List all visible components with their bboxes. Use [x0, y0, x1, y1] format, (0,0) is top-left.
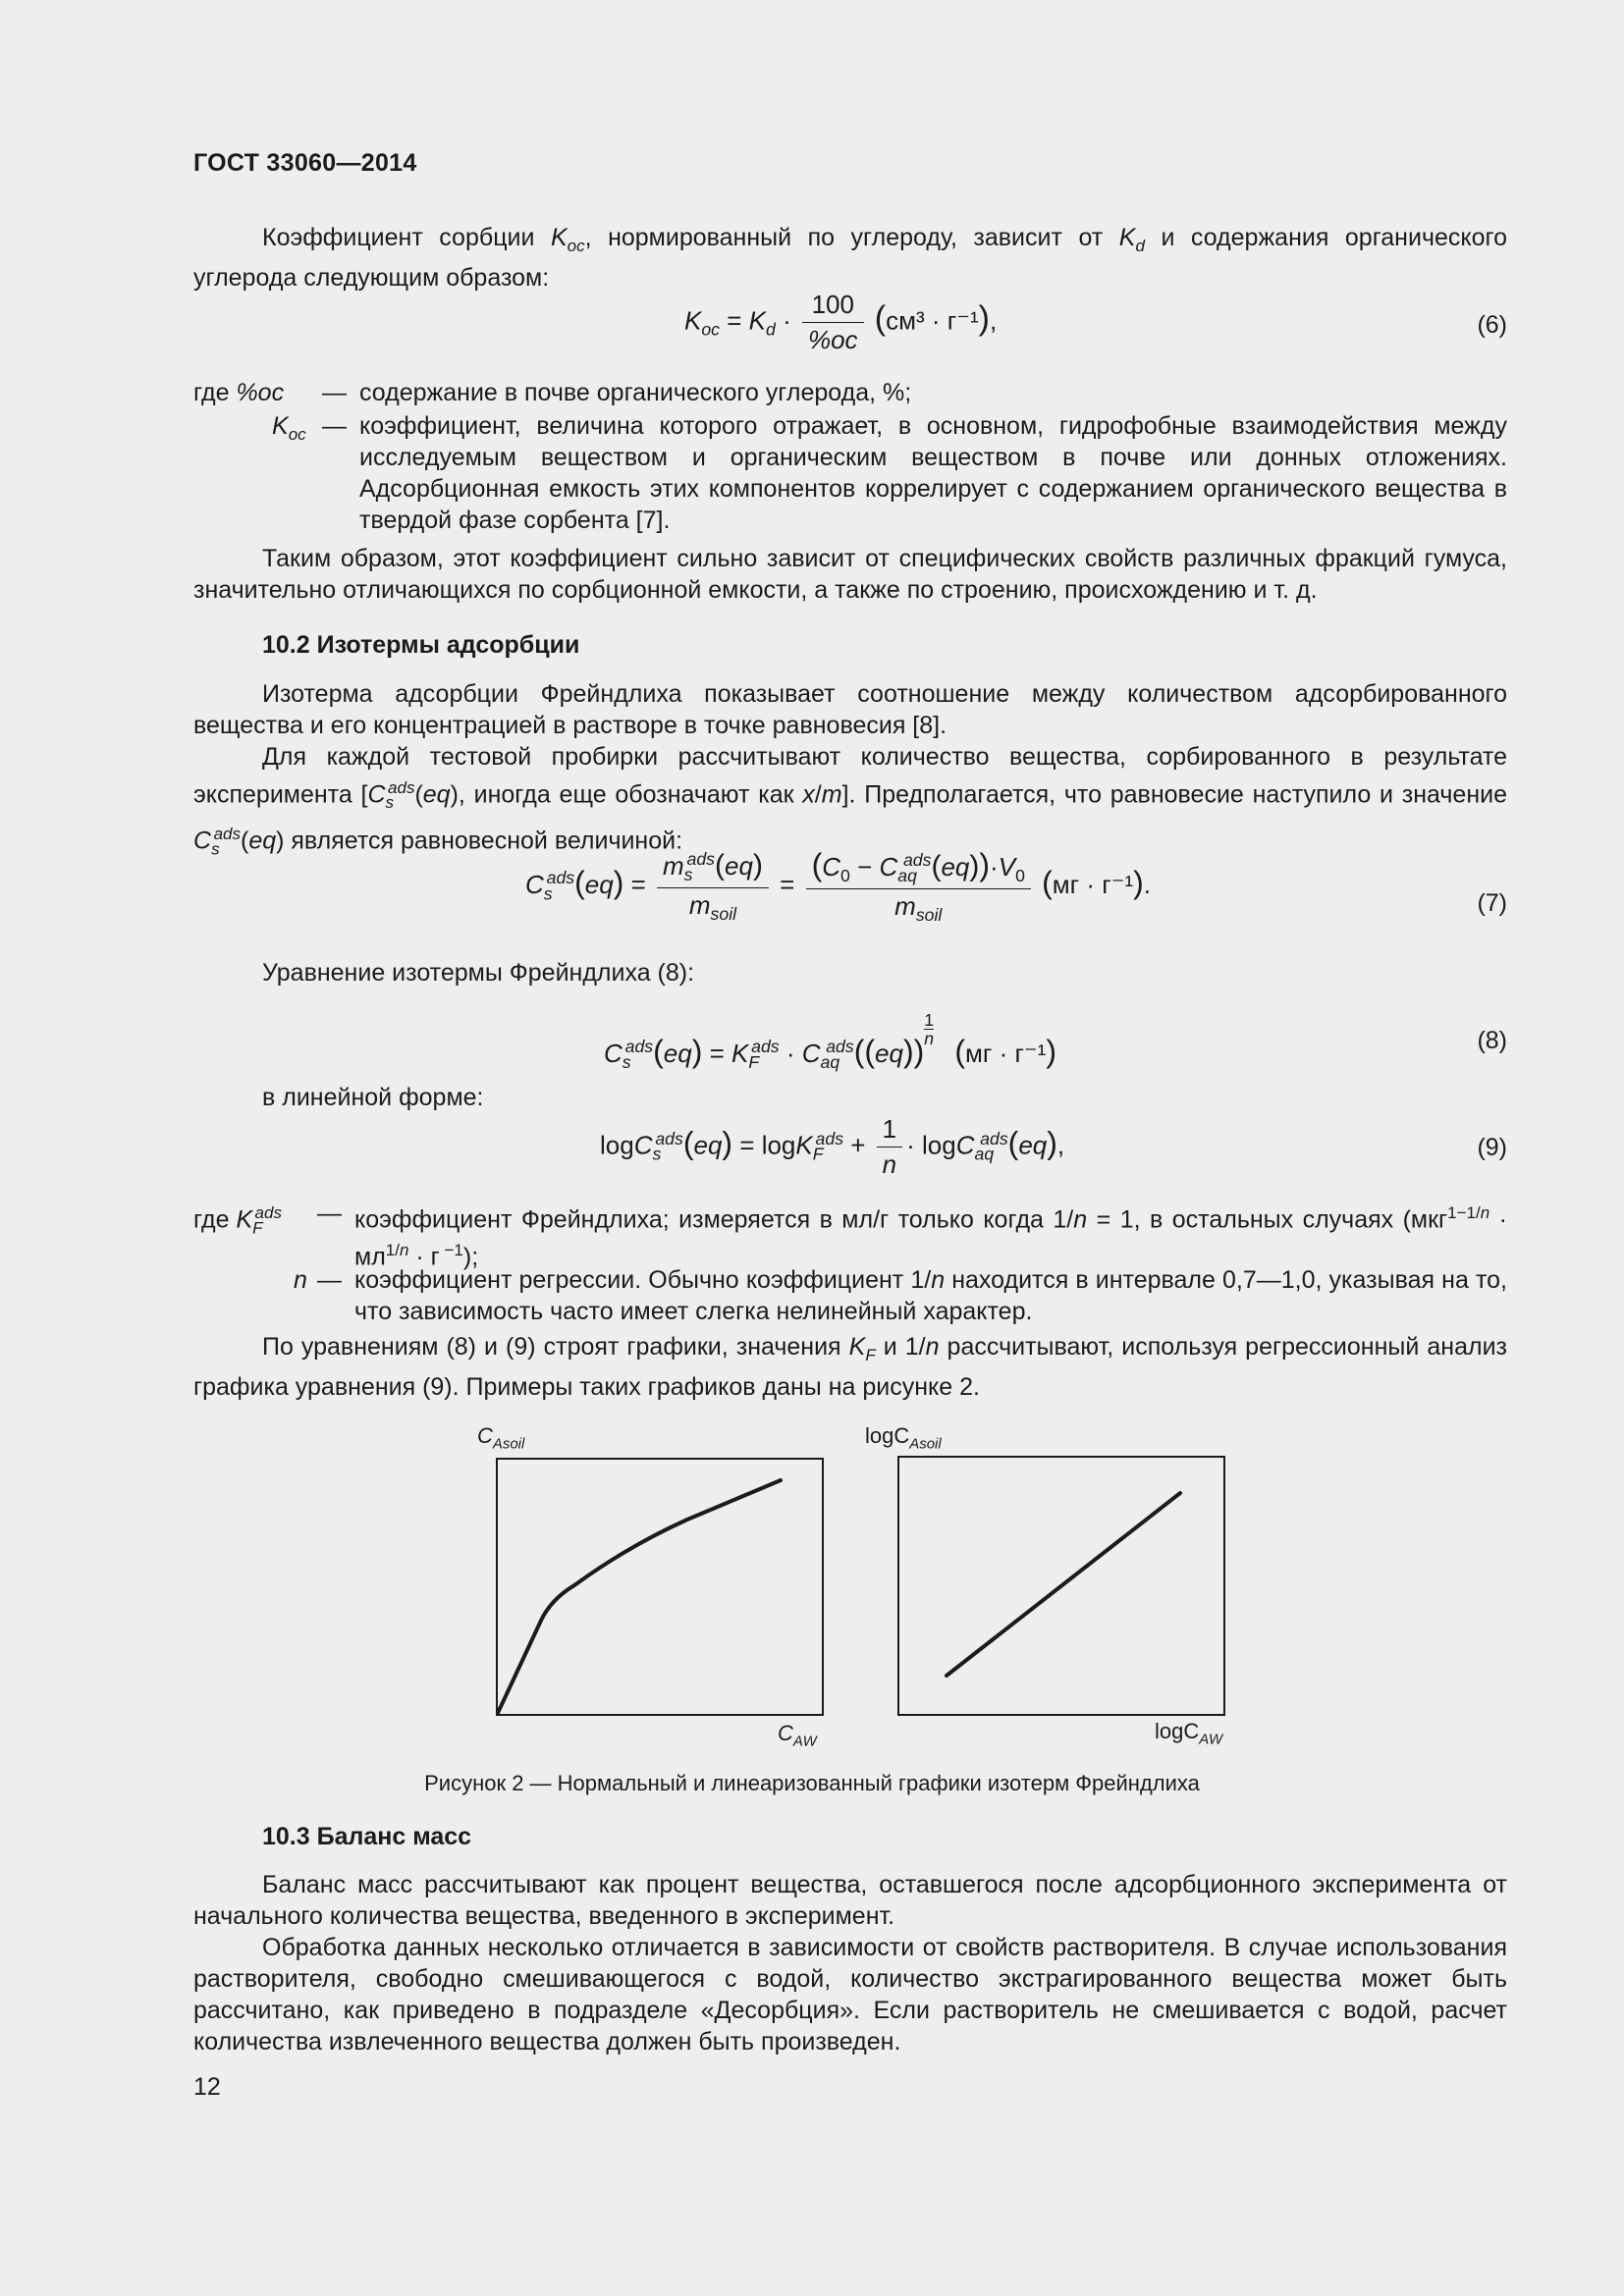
paragraph-equation-8-intro: Уравнение изотермы Фрейндлиха (8):: [262, 959, 695, 987]
equation-8-number: (8): [1477, 1027, 1507, 1054]
paragraph-solvent: Обработка данных несколько отличается в зависимости от свойств растворителя. В случае использования растворителя, свободно смешивающегося с водой, количество экстрагированного вещества может быть рассчитано, как приведено в подразделе «Десорбция». Если растворитель не смешивается с водой, расчет количества извлеченного вещества должен быть произведен.: [193, 1934, 1507, 2056]
right-plot-xlabel: logC$_{AW}$: [1155, 1719, 1223, 1748]
section-heading-10-3: 10.3 Баланс масс: [262, 1823, 472, 1850]
equation-6: $K_{oc} = K_d$ · $\frac{100}{\%oc}$ (см³ · г⁻¹),: [684, 290, 998, 354]
right-plot-ylabel: logC$_{Asoil}$: [865, 1423, 942, 1453]
paragraph-test-tube: Для каждой тестовой пробирки рассчитывают количество вещества, сорбированного в результате эксперимента [$C_s^{ads}(eq)$, иногда еще обозначают как x/m]. Предполагается, что равновесие наступило и значение $C_s^{ads}(eq)$ является равновесной величиной:: [193, 743, 1507, 859]
paragraph-freundlich-isotherm: Изотерма адсорбции Фрейндлиха показывает соотношение между количеством адсорбированного вещества и его концентрацией в растворе в точке равновесия [8].: [193, 680, 1507, 739]
left-plot-frame: [497, 1459, 823, 1715]
section-heading-10-2: 10.2 Изотермы адсорбции: [262, 631, 580, 659]
paragraph-sorption-coefficient: Коэффициент сорбции $K_{oc}$, нормированный по углероду, зависит от $K_d$ и содержания органического углерода следующим образом:: [193, 224, 1507, 292]
equation-9-number: (9): [1477, 1134, 1507, 1161]
equation-6-number: (6): [1477, 311, 1507, 339]
where-1-item-2: коэффициент, величина которого отражает, в основном, гидрофобные взаимодействия между исследуемым веществом и органическим веществом в почве или донных отложениях. Адсорбционная емкость этих компонентов коррелирует с содержанием органического вещества в твердой фазе сорбента [7].: [359, 412, 1507, 534]
left-plot-xlabel: $C_{AW}$: [778, 1721, 817, 1750]
where-list-1: где %oc — содержание в почве органического углерода, %; $K_{oc}$ — коэффициент, величина которого отражает, в основном, гидрофобные взаимодействия между исследуемым веществом и органическим веществом в почве или донных отложениях. Адсорбционная емкость этих компонентов коррелирует с содержанием органического вещества в твердой фазе сорбента [7].: [193, 379, 1507, 534]
where-2-item-1: коэффициент Фрейндлиха; измеряется в мл/г только когда 1/n = 1, в остальных случаях ($мкг^{1-1/n} \cdot мл^{1/n} \cdot г$ $^{-1}$);: [354, 1203, 1507, 1271]
page-number: 12: [193, 2073, 221, 2101]
equation-9: logC$_s^{ads}$(eq) = logK$_F^{ads}$ + $\frac{1}{n}$ · logC$_{aq}^{ads}$(eq),: [600, 1114, 1065, 1179]
where-list-2: где $K_F^{ads}$ — коэффициент Фрейндлиха; измеряется в мл/г только когда 1/n = 1, в остальных случаях ($мкг^{1-1/n} \cdot мл^{1/n} \cdot г$ $^{-1}$); n — коэффициент регрессии. Обычно коэффициент 1/n находится в интервале 0,7—1,0, указывая на то, что зависимость часто имеет слегка нелинейный характер.: [193, 1200, 1507, 1325]
right-plot-line: [947, 1493, 1180, 1676]
figure-2-caption: Рисунок 2 — Нормальный и линеаризованный графики изотерм Фрейндлиха: [424, 1771, 1200, 1795]
left-plot-ylabel: $C_{Asoil}$: [477, 1423, 525, 1453]
standard-header: ГОСТ 33060—2014: [193, 149, 417, 177]
paragraph-linear-form: в линейной форме:: [262, 1084, 484, 1111]
where-1-item-1: содержание в почве органического углерода, %;: [359, 379, 912, 406]
left-plot-curve: [498, 1480, 781, 1713]
paragraph-humus: Таким образом, этот коэффициент сильно зависит от специфических свойств различных фракций гумуса, значительно отличающихся по сорбционной емкости, а также по строению, происхождению и т. д.: [193, 545, 1507, 604]
equation-8: $C_s^{ads}(eq) = K_F^{ads} \cdot C_{aq}^{ads}((eq))$ $^{\frac{1}{n}}$ (мг · г⁻¹): [604, 1010, 1056, 1073]
paragraph-mass-balance: Баланс масс рассчитывают как процент вещества, оставшегося после адсорбционного эксперимента от начального количества вещества, введенного в эксперимент.: [193, 1871, 1507, 1930]
equation-7: $C_s^{ads}(eq)$ = $\frac{m_s^{ads}(eq)}{m_{soil}}$ = $\frac{(C_0 - C_{aq}^{ads}(eq))\cdot V_0}{m_{soil}}$ (мг · г⁻¹).: [525, 847, 1152, 926]
equation-7-number: (7): [1477, 889, 1507, 917]
where-2-item-2: коэффициент регрессии. Обычно коэффициент 1/n находится в интервале 0,7—1,0, указывая на то, что зависимость часто имеет слегка нелинейный характер.: [354, 1266, 1507, 1325]
paragraph-graphs: По уравнениям (8) и (9) строят графики, значения $K_F$ и 1/n рассчитывают, используя регрессионный анализ графика уравнения (9). Примеры таких графиков даны на рисунке 2.: [193, 1333, 1507, 1401]
